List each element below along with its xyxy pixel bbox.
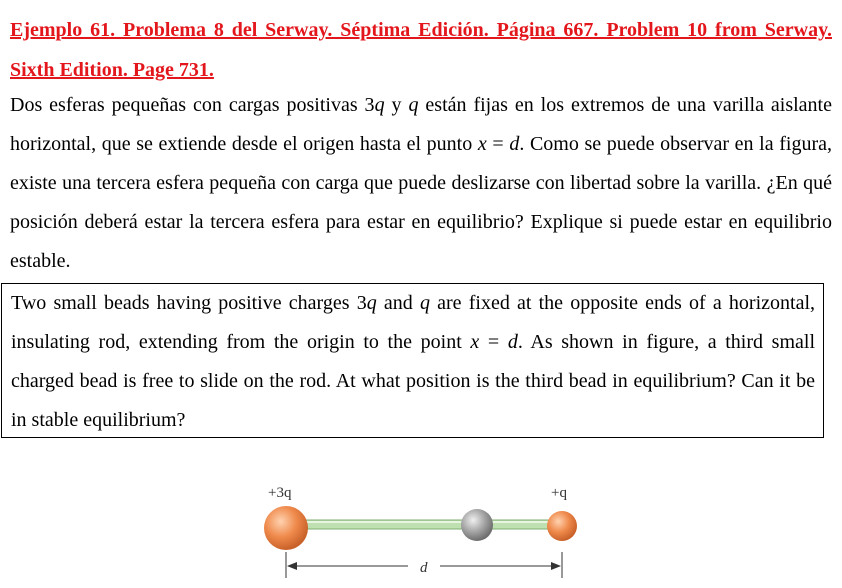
english-problem-text: Two small beads having positive charges 3q and q are fixed at the opposite ends of a horizontal, insulating rod, extending from the origin to the point x = d. As shown in figure, a third small charged bead is free to slide on the rod. At what position is the third bead in equilibrium? Can it be in stable equilibrium? [11, 292, 816, 431]
right-bead [547, 511, 577, 541]
right-charge-label: +q [551, 485, 567, 501]
example-title: Ejemplo 61. Problema 8 del Serway. Séptima Edición. Página 667. Problem 10 from Serway. Sixth Edition. Page 731. [10, 19, 832, 81]
distance-label: d [420, 560, 428, 576]
spanish-problem-text: Dos esferas pequeñas con cargas positivas 3q y q están fijas en los extremos de una varilla aislante horizontal, que se extiende desde el origen hasta el punto x = d. Como se puede observar en la figura, existe una tercera esfera pequeña con carga que puede deslizarse con libertad sobre la varilla. ¿En qué posición deberá estar la tercera esfera para estar en equilibrio? Explique si puede estar en equilibrio estable. [10, 94, 833, 272]
middle-bead [461, 509, 493, 541]
left-charge-label: +3q [268, 485, 292, 501]
left-bead [264, 506, 308, 550]
